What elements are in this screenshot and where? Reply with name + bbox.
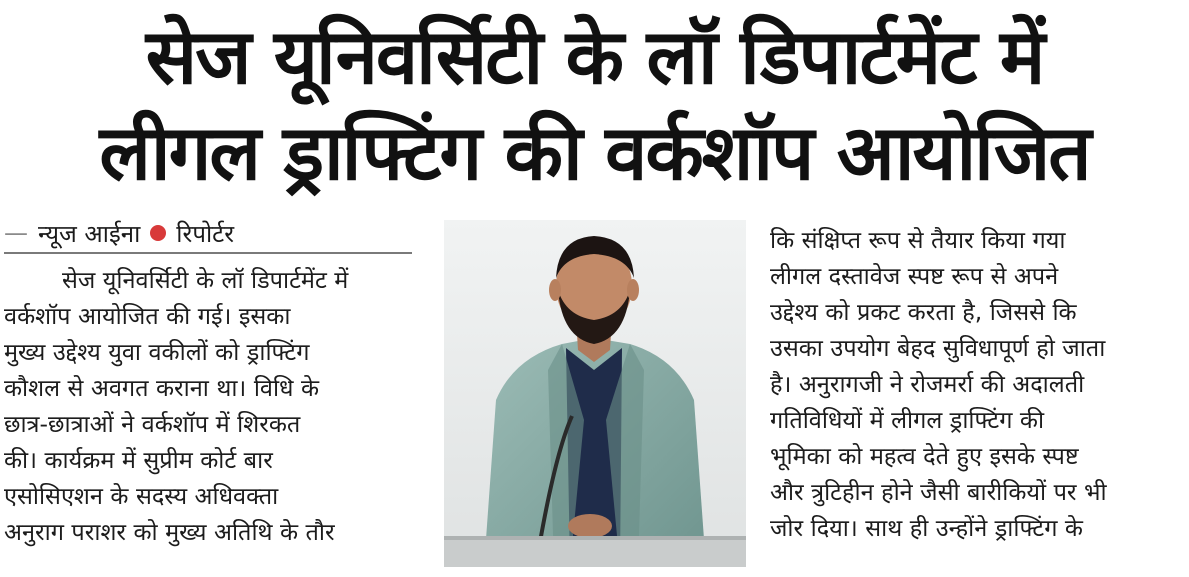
article-line: है। अनुरागजी ने रोजमर्रा की अदालती [770,370,1085,398]
article-line: कि संक्षिप्त रूप से तैयार किया गया [770,226,1066,254]
article-line: उसका उपयोग बेहद सुविधापूर्ण हो जाता [770,334,1106,362]
right-column [770,222,1184,546]
byline-source: न्यूज आईना [38,219,141,248]
headline [0,0,1189,210]
article-line: भूमिका को महत्व देते हुए इसके स्पष्ट [770,442,1079,470]
article-line: वर्कशॉप आयोजित की गई। इसका [4,302,291,330]
speaker-photo [444,220,746,567]
article-line: मुख्य उद्देश्य युवा वकीलों को ड्राफ्टिंग [4,338,310,366]
byline-dash: — [4,219,30,247]
article-line: लीगल दस्तावेज स्पष्ट रूप से अपने [770,262,1059,290]
article-line: सेज यूनिवर्सिटी के लॉ डिपार्टमेंट में [62,266,349,294]
headline-line-2: लीगल ड्राफ्टिंग की वर्कशॉप आयोजित [99,108,1090,197]
article-line: अनुराग पराशर को मुख्य अतिथि के तौर [4,518,335,546]
left-column [4,262,414,550]
article-line: कौशल से अवगत कराना था। विधि के [4,374,320,402]
article-line: गतिविधियों में लीगल ड्राफ्टिंग की [770,406,1045,434]
article-line: जोर दिया। साथ ही उन्होंने ड्राफ्टिंग के [770,514,1083,542]
article-line: उद्देश्य को प्रकट करता है, जिससे कि [770,298,1077,326]
article-line: एसोसिएशन के सदस्य अधिवक्ता [4,482,279,510]
article-line: की। कार्यक्रम में सुप्रीम कोर्ट बार [4,446,273,474]
article-line: छात्र-छात्राओं ने वर्कशॉप में शिरकत [4,410,301,438]
byline [4,214,412,254]
byline-role: रिपोर्टर [176,219,235,248]
bullet-dot-icon [150,225,166,241]
headline-line-1: सेज यूनिवर्सिटी के लॉ डिपार्टमेंट में [145,12,1044,101]
article-line: और त्रुटिहीन होने जैसी बारीकियों पर भी [770,478,1107,506]
